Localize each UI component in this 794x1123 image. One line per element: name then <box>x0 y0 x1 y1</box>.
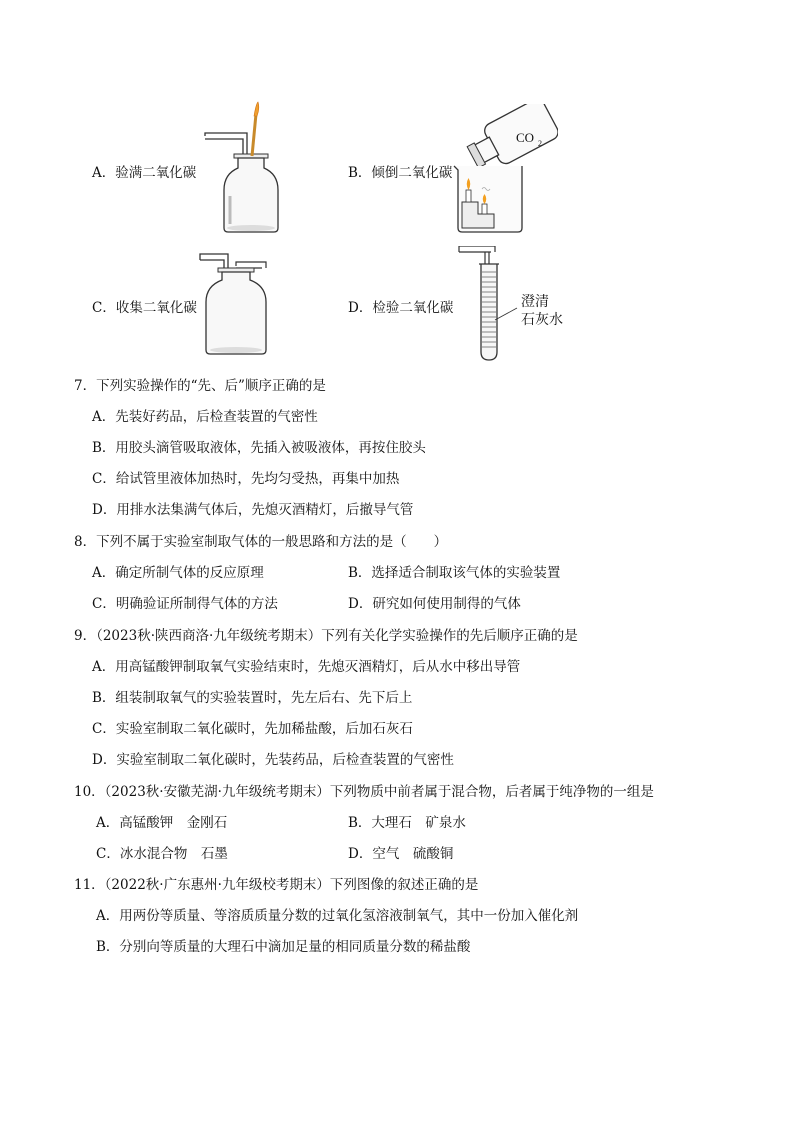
figure-a-co2-full-test <box>200 98 290 238</box>
q7-option-a: A．先装好药品，后检查装置的气密性 <box>92 409 318 425</box>
q6-option-b-text: 倾倒二氧化碳 <box>371 165 453 181</box>
q6-option-c-text: 收集二氧化碳 <box>115 300 197 316</box>
q9-stem: 9．（2023秋·陕西商洛·九年级统考期末）下列有关化学实验操作的先后顺序正确的是 <box>74 628 578 644</box>
q6-option-b-letter: B． <box>348 165 372 181</box>
q6-option-a-label <box>92 161 196 181</box>
q6-option-d-text: 检验二氧化碳 <box>372 300 454 316</box>
limewater-label-line1: 澄清 <box>521 295 549 310</box>
q10-option-d: D．空气 硫酸铜 <box>348 846 454 862</box>
q6-option-c-label <box>92 296 197 316</box>
q11-stem: 11．（2022秋·广东惠州·九年级校考期末）下列图像的叙述正确的是 <box>74 877 479 893</box>
q7-option-c: C．给试管里液体加热时，先均匀受热，再集中加热 <box>92 471 400 487</box>
q7-stem: 7．下列实验操作的“先、后”顺序正确的是 <box>74 378 326 394</box>
q9-option-a: A．用高锰酸钾制取氧气实验结束时，先熄灭酒精灯，后从水中移出导管 <box>92 659 521 675</box>
q9-option-c: C．实验室制取二氧化碳时，先加稀盐酸，后加石灰石 <box>92 721 413 737</box>
co2-subscript: 2 <box>538 139 542 148</box>
figure-c-collect-co2 <box>196 246 276 358</box>
q10-option-b: B．大理石 矿泉水 <box>348 815 466 831</box>
q6-option-c-letter: C． <box>92 300 116 316</box>
q11-option-a: A．用两份等质量、等溶质质量分数的过氧化氢溶液制氧气，其中一份加入催化剂 <box>96 908 579 924</box>
co2-label: CO <box>516 130 535 145</box>
q11-option-b: B．分别向等质量的大理石中滴加足量的相同质量分数的稀盐酸 <box>96 939 471 955</box>
q9-option-d: D．实验室制取二氧化碳时，先装药品，后检查装置的气密性 <box>92 752 454 768</box>
q8-stem: 8．下列不属于实验室制取气体的一般思路和方法的是（ ） <box>74 534 448 550</box>
figure-b-pour-co2 <box>448 104 558 236</box>
q6-option-d-letter: D． <box>348 300 373 316</box>
q6-option-a-letter: A． <box>92 165 116 181</box>
q10-stem: 10．（2023秋·安徽芜湖·九年级统考期末）下列物质中前者属于混合物，后者属于纯净物的一组是 <box>74 784 654 800</box>
q6-option-d-label <box>348 296 453 316</box>
figure-d-test-co2 <box>455 246 585 362</box>
limewater-label-line2: 石灰水 <box>521 313 563 328</box>
q8-option-d: D．研究如何使用制得的气体 <box>348 596 521 612</box>
q7-option-d: D．用排水法集满气体后，先熄灭酒精灯，后撤导气管 <box>92 502 414 518</box>
q10-option-c: C．冰水混合物 石墨 <box>96 846 228 862</box>
q8-option-b: B．选择适合制取该气体的实验装置 <box>348 565 561 581</box>
q10-option-a: A．高锰酸钾 金刚石 <box>96 815 228 831</box>
q6-option-b-label <box>348 161 452 181</box>
q6-option-a-text: 验满二氧化碳 <box>115 165 197 181</box>
q7-option-b: B．用胶头滴管吸取液体，先插入被吸液体，再按住胶头 <box>92 440 426 456</box>
q9-option-b: B．组装制取氧气的实验装置时，先左后右、先下后上 <box>92 690 413 706</box>
q8-option-c: C．明确验证所制得气体的方法 <box>92 596 278 612</box>
q8-option-a: A．确定所制气体的反应原理 <box>92 565 264 581</box>
